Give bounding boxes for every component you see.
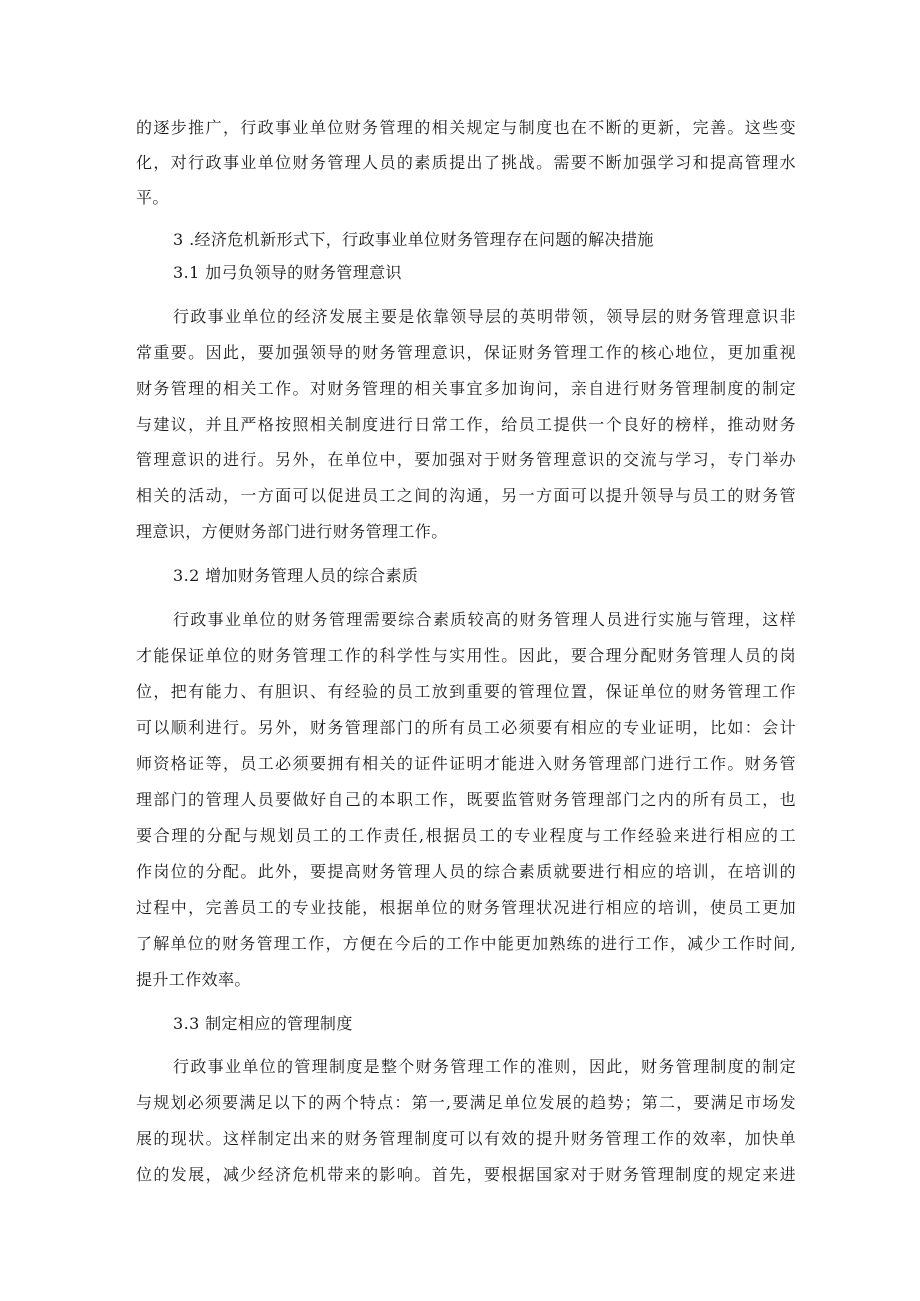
section-3-heading: 3 .经济危机新形式下，行政事业单位财务管理存在问题的解决措施 (173, 230, 654, 249)
paragraph-3-1-line: 与建议，并且严格按照相关制度进行日常工作，给员工提供一个良好的榜样，推动财务 (136, 415, 796, 434)
paragraph-3-2-line: 要合理的分配与规划员工的工作责任,根据员工的专业程度与工作经验来进行相应的工 (136, 826, 796, 845)
paragraph-3-2-line: 才能保证单位的财务管理工作的科学性与实用性。因此，要合理分配财务管理人员的岗 (136, 646, 796, 665)
paragraph-3-1-line: 常重要。因此，要加强领导的财务管理意识，保证财务管理工作的核心地位，更加重视 (136, 343, 796, 362)
section-3-3-heading: 3.3 制定相应的管理制度 (173, 1014, 353, 1033)
paragraph-3-2-line: 过程中，完善员工的专业技能，根据单位的财务管理状况进行相应的培训，使员工更加 (136, 898, 796, 917)
paragraph-3-3-line: 与规划必须要满足以下的两个特点：第一,要满足单位发展的趋势；第二，要满足市场发 (136, 1093, 796, 1112)
paragraph-3-1-line: 管理意识的进行。另外，在单位中，要加强对于财务管理意识的交流与学习，专门举办 (136, 450, 796, 469)
paragraph-3-1-line: 理意识，方便财务部门进行财务管理工作。 (136, 522, 448, 541)
paragraph-3-2-line: 了解单位的财务管理工作，方便在今后的工作中能更加熟练的进行工作，减少工作时间, (136, 934, 796, 953)
paragraph-3-2-line: 行政事业单位的财务管理需要综合素质较高的财务管理人员进行实施与管理，这样 (173, 610, 796, 629)
paragraph-3-2-line: 作岗位的分配。此外，要提高财务管理人员的综合素质就要进行相应的培训，在培训的 (136, 862, 796, 881)
paragraph-3-2-line: 师资格证等，员工必须要拥有相关的证件证明才能进入财务管理部门进行工作。财务管 (136, 754, 796, 773)
paragraph-3-3-line: 行政事业单位的管理制度是整个财务管理工作的准则，因此，财务管理制度的制定 (173, 1057, 796, 1076)
section-3-1-heading: 3.1 加弓负领导的财务管理意识 (173, 263, 402, 282)
paragraph-3-1-line: 行政事业单位的经济发展主要是依靠领导层的英明带领，领导层的财务管理意识非 (173, 307, 796, 326)
paragraph-3-2-line: 位，把有能力、有胆识、有经验的员工放到重要的管理位置，保证单位的财务管理工作 (136, 682, 796, 701)
section-3-2-heading: 3.2 增加财务管理人员的综合素质 (173, 566, 419, 585)
paragraph-0-line: 平。 (136, 188, 169, 207)
paragraph-3-2-line: 提升工作效率。 (136, 970, 251, 989)
paragraph-3-3-line: 位的发展，减少经济危机带来的影响。首先，要根据国家对于财务管理制度的规定来进 (136, 1165, 796, 1184)
paragraph-3-3-line: 展的现状。这样制定出来的财务管理制度可以有效的提升财务管理工作的效率，加快单 (136, 1129, 796, 1148)
paragraph-3-1-line: 相关的活动，一方面可以促进员工之间的沟通，另一方面可以提升领导与员工的财务管 (136, 486, 796, 505)
paragraph-0-line: 化，对行政事业单位财务管理人员的素质提出了挑战。需要不断加强学习和提高管理水 (136, 153, 796, 172)
paragraph-3-2-line: 理部门的管理人员要做好自己的本职工作，既要监管财务管理部门之内的所有员工，也 (136, 790, 796, 809)
paragraph-3-2-line: 可以顺利进行。另外，财务管理部门的所有员工必须要有相应的专业证明，比如：会计 (136, 718, 796, 737)
paragraph-0-line: 的逐步推广，行政事业单位财务管理的相关规定与制度也在不断的更新，完善。这些变 (136, 118, 796, 137)
paragraph-3-1-line: 财务管理的相关工作。对财务管理的相关事宜多加询问，亲自进行财务管理制度的制定 (136, 379, 796, 398)
